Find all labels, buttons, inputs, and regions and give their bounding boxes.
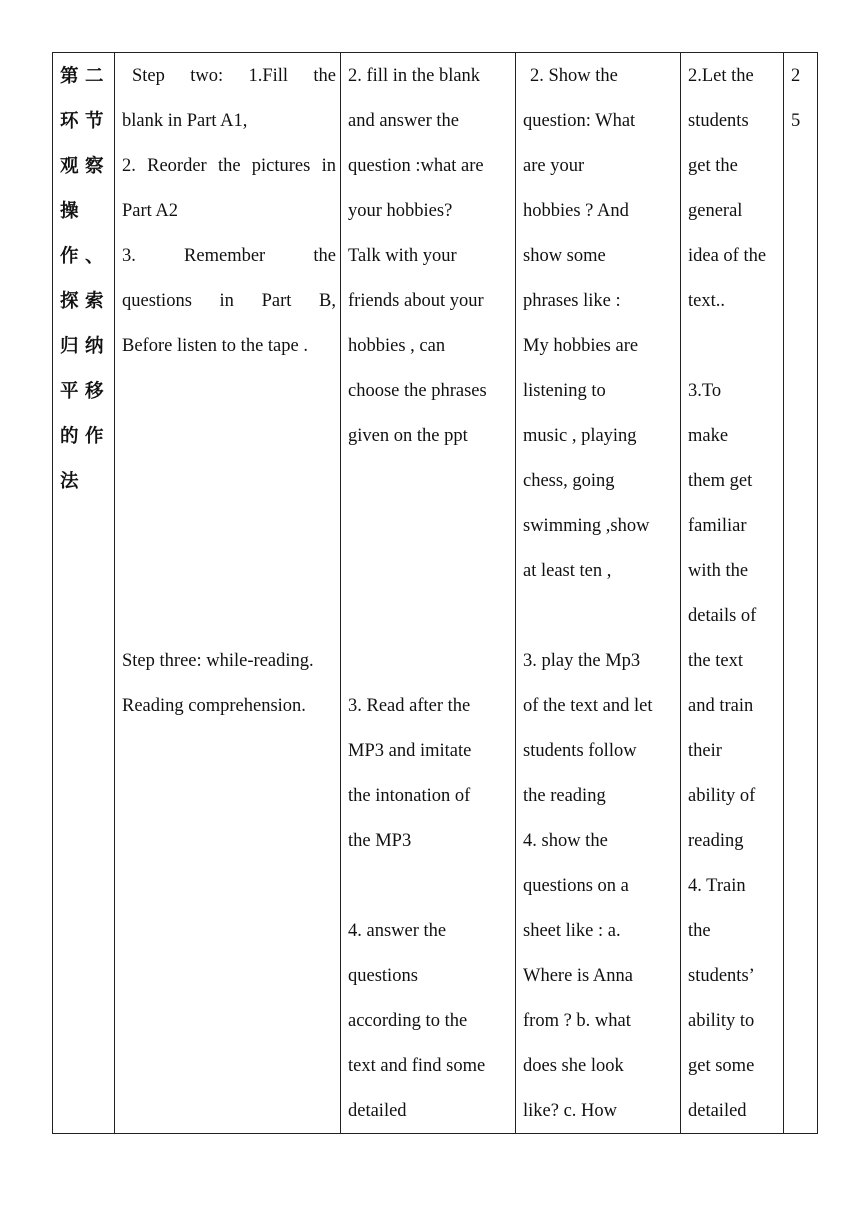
time-line: 5 bbox=[791, 111, 801, 131]
stage-line: 环 节 bbox=[60, 111, 104, 132]
student-activity-line: hobbies , can bbox=[348, 336, 446, 356]
teacher-activity-line: show some bbox=[523, 246, 606, 266]
teacher-activity-line: 4. show the bbox=[523, 831, 608, 851]
purpose-cell bbox=[681, 53, 784, 1134]
purpose-line: with the bbox=[688, 561, 749, 581]
process-line-5: 3. Remember the bbox=[122, 246, 336, 266]
student-activity-line: questions bbox=[348, 966, 418, 986]
teacher-activity-line: are your bbox=[523, 156, 585, 176]
process-line-6: questions in Part B, bbox=[122, 291, 336, 311]
student-activity-line: given on the ppt bbox=[348, 426, 468, 446]
stage-line: 法 bbox=[60, 471, 79, 492]
student-activity-line: the intonation of bbox=[348, 786, 471, 806]
purpose-line: 3.To bbox=[688, 381, 722, 401]
purpose-line: text.. bbox=[688, 291, 725, 311]
teacher-activity-line: hobbies ? And bbox=[523, 201, 629, 221]
stage-line: 平 移 bbox=[60, 381, 104, 402]
purpose-line: ability to bbox=[688, 1011, 755, 1031]
process-line-7: Before listen to the tape . bbox=[122, 336, 308, 356]
teacher-activity-line: at least ten , bbox=[523, 561, 612, 581]
process-line-9: Reading comprehension. bbox=[122, 696, 306, 716]
student-activity-line: text and find some bbox=[348, 1056, 486, 1076]
teacher-activity-line: My hobbies are bbox=[523, 336, 639, 356]
teacher-activity-line: does she look bbox=[523, 1056, 624, 1076]
teacher-activity-line: music , playing bbox=[523, 426, 637, 446]
teacher-activity-cell bbox=[516, 53, 681, 1134]
purpose-line: students’ bbox=[688, 966, 755, 986]
teacher-activity-line: question: What bbox=[523, 111, 636, 131]
teacher-activity-line: swimming ,show bbox=[523, 516, 650, 536]
process-line-8: Step three: while-reading. bbox=[122, 651, 314, 671]
teacher-activity-line: chess, going bbox=[523, 471, 615, 491]
table-row bbox=[53, 53, 818, 1134]
purpose-line: get the bbox=[688, 156, 738, 176]
purpose-line: students bbox=[688, 111, 749, 131]
student-activity-line: question :what are bbox=[348, 156, 484, 176]
teacher-activity-line: questions on a bbox=[523, 876, 629, 896]
student-activity-line: and answer the bbox=[348, 111, 459, 131]
teacher-activity-line: students follow bbox=[523, 741, 637, 761]
teacher-activity-line: 2. Show the bbox=[530, 66, 618, 86]
purpose-line: details of bbox=[688, 606, 757, 626]
stage-line: 操 bbox=[60, 201, 79, 222]
stage-line: 第 二 bbox=[60, 66, 104, 87]
stage-line: 观 察 bbox=[60, 156, 104, 177]
time-cell bbox=[784, 53, 818, 1134]
purpose-line: the bbox=[688, 921, 711, 941]
student-activity-line: according to the bbox=[348, 1011, 468, 1031]
teacher-activity-line: of the text and let bbox=[523, 696, 653, 716]
purpose-line: their bbox=[688, 741, 722, 761]
purpose-line: detailed bbox=[688, 1101, 747, 1121]
teacher-activity-line: like? c. How bbox=[523, 1101, 618, 1121]
process-line-2: blank in Part A1, bbox=[122, 111, 248, 131]
student-activity-line: 3. Read after the bbox=[348, 696, 471, 716]
student-activity-line: your hobbies? bbox=[348, 201, 453, 221]
student-activity-line: friends about your bbox=[348, 291, 484, 311]
purpose-line: reading bbox=[688, 831, 744, 851]
purpose-line: familiar bbox=[688, 516, 747, 536]
stage-cell bbox=[53, 53, 115, 1134]
teacher-activity-line: 3. play the Mp3 bbox=[523, 651, 641, 671]
student-activity-line: 2. fill in the blank bbox=[348, 66, 481, 86]
student-activity-line: the MP3 bbox=[348, 831, 412, 851]
process-cell bbox=[115, 53, 341, 1134]
lesson-plan-table bbox=[52, 52, 818, 1134]
stage-line: 作 、 bbox=[60, 246, 104, 267]
purpose-line: get some bbox=[688, 1056, 755, 1076]
student-activity-line: 4. answer the bbox=[348, 921, 447, 941]
student-activity-line: choose the phrases bbox=[348, 381, 487, 401]
teacher-activity-line: listening to bbox=[523, 381, 606, 401]
time-line: 2 bbox=[791, 66, 801, 86]
purpose-line: make bbox=[688, 426, 729, 446]
student-activity-line: detailed bbox=[348, 1101, 407, 1121]
teacher-activity-line: the reading bbox=[523, 786, 606, 806]
purpose-line: 4. Train bbox=[688, 876, 746, 896]
purpose-line: ability of bbox=[688, 786, 756, 806]
teacher-activity-line: from ? b. what bbox=[523, 1011, 631, 1031]
stage-line: 探 索 bbox=[60, 291, 104, 312]
teacher-activity-line: phrases like : bbox=[523, 291, 621, 311]
purpose-line: and train bbox=[688, 696, 754, 716]
process-line-1: Step two: 1.Fill the bbox=[132, 66, 336, 86]
purpose-line: idea of the bbox=[688, 246, 767, 266]
process-line-4: Part A2 bbox=[122, 201, 179, 221]
student-activity-cell bbox=[341, 53, 516, 1134]
purpose-line: them get bbox=[688, 471, 753, 491]
stage-line: 的 作 bbox=[60, 426, 104, 447]
student-activity-line: Talk with your bbox=[348, 246, 457, 266]
purpose-line: the text bbox=[688, 651, 743, 671]
process-line-3: 2. Reorder the pictures in bbox=[122, 156, 336, 176]
purpose-line: 2.Let the bbox=[688, 66, 754, 86]
stage-line: 归 纳 bbox=[60, 336, 104, 357]
purpose-line: general bbox=[688, 201, 743, 221]
teacher-activity-line: Where is Anna bbox=[523, 966, 633, 986]
teacher-activity-line: sheet like : a. bbox=[523, 921, 621, 941]
student-activity-line: MP3 and imitate bbox=[348, 741, 472, 761]
